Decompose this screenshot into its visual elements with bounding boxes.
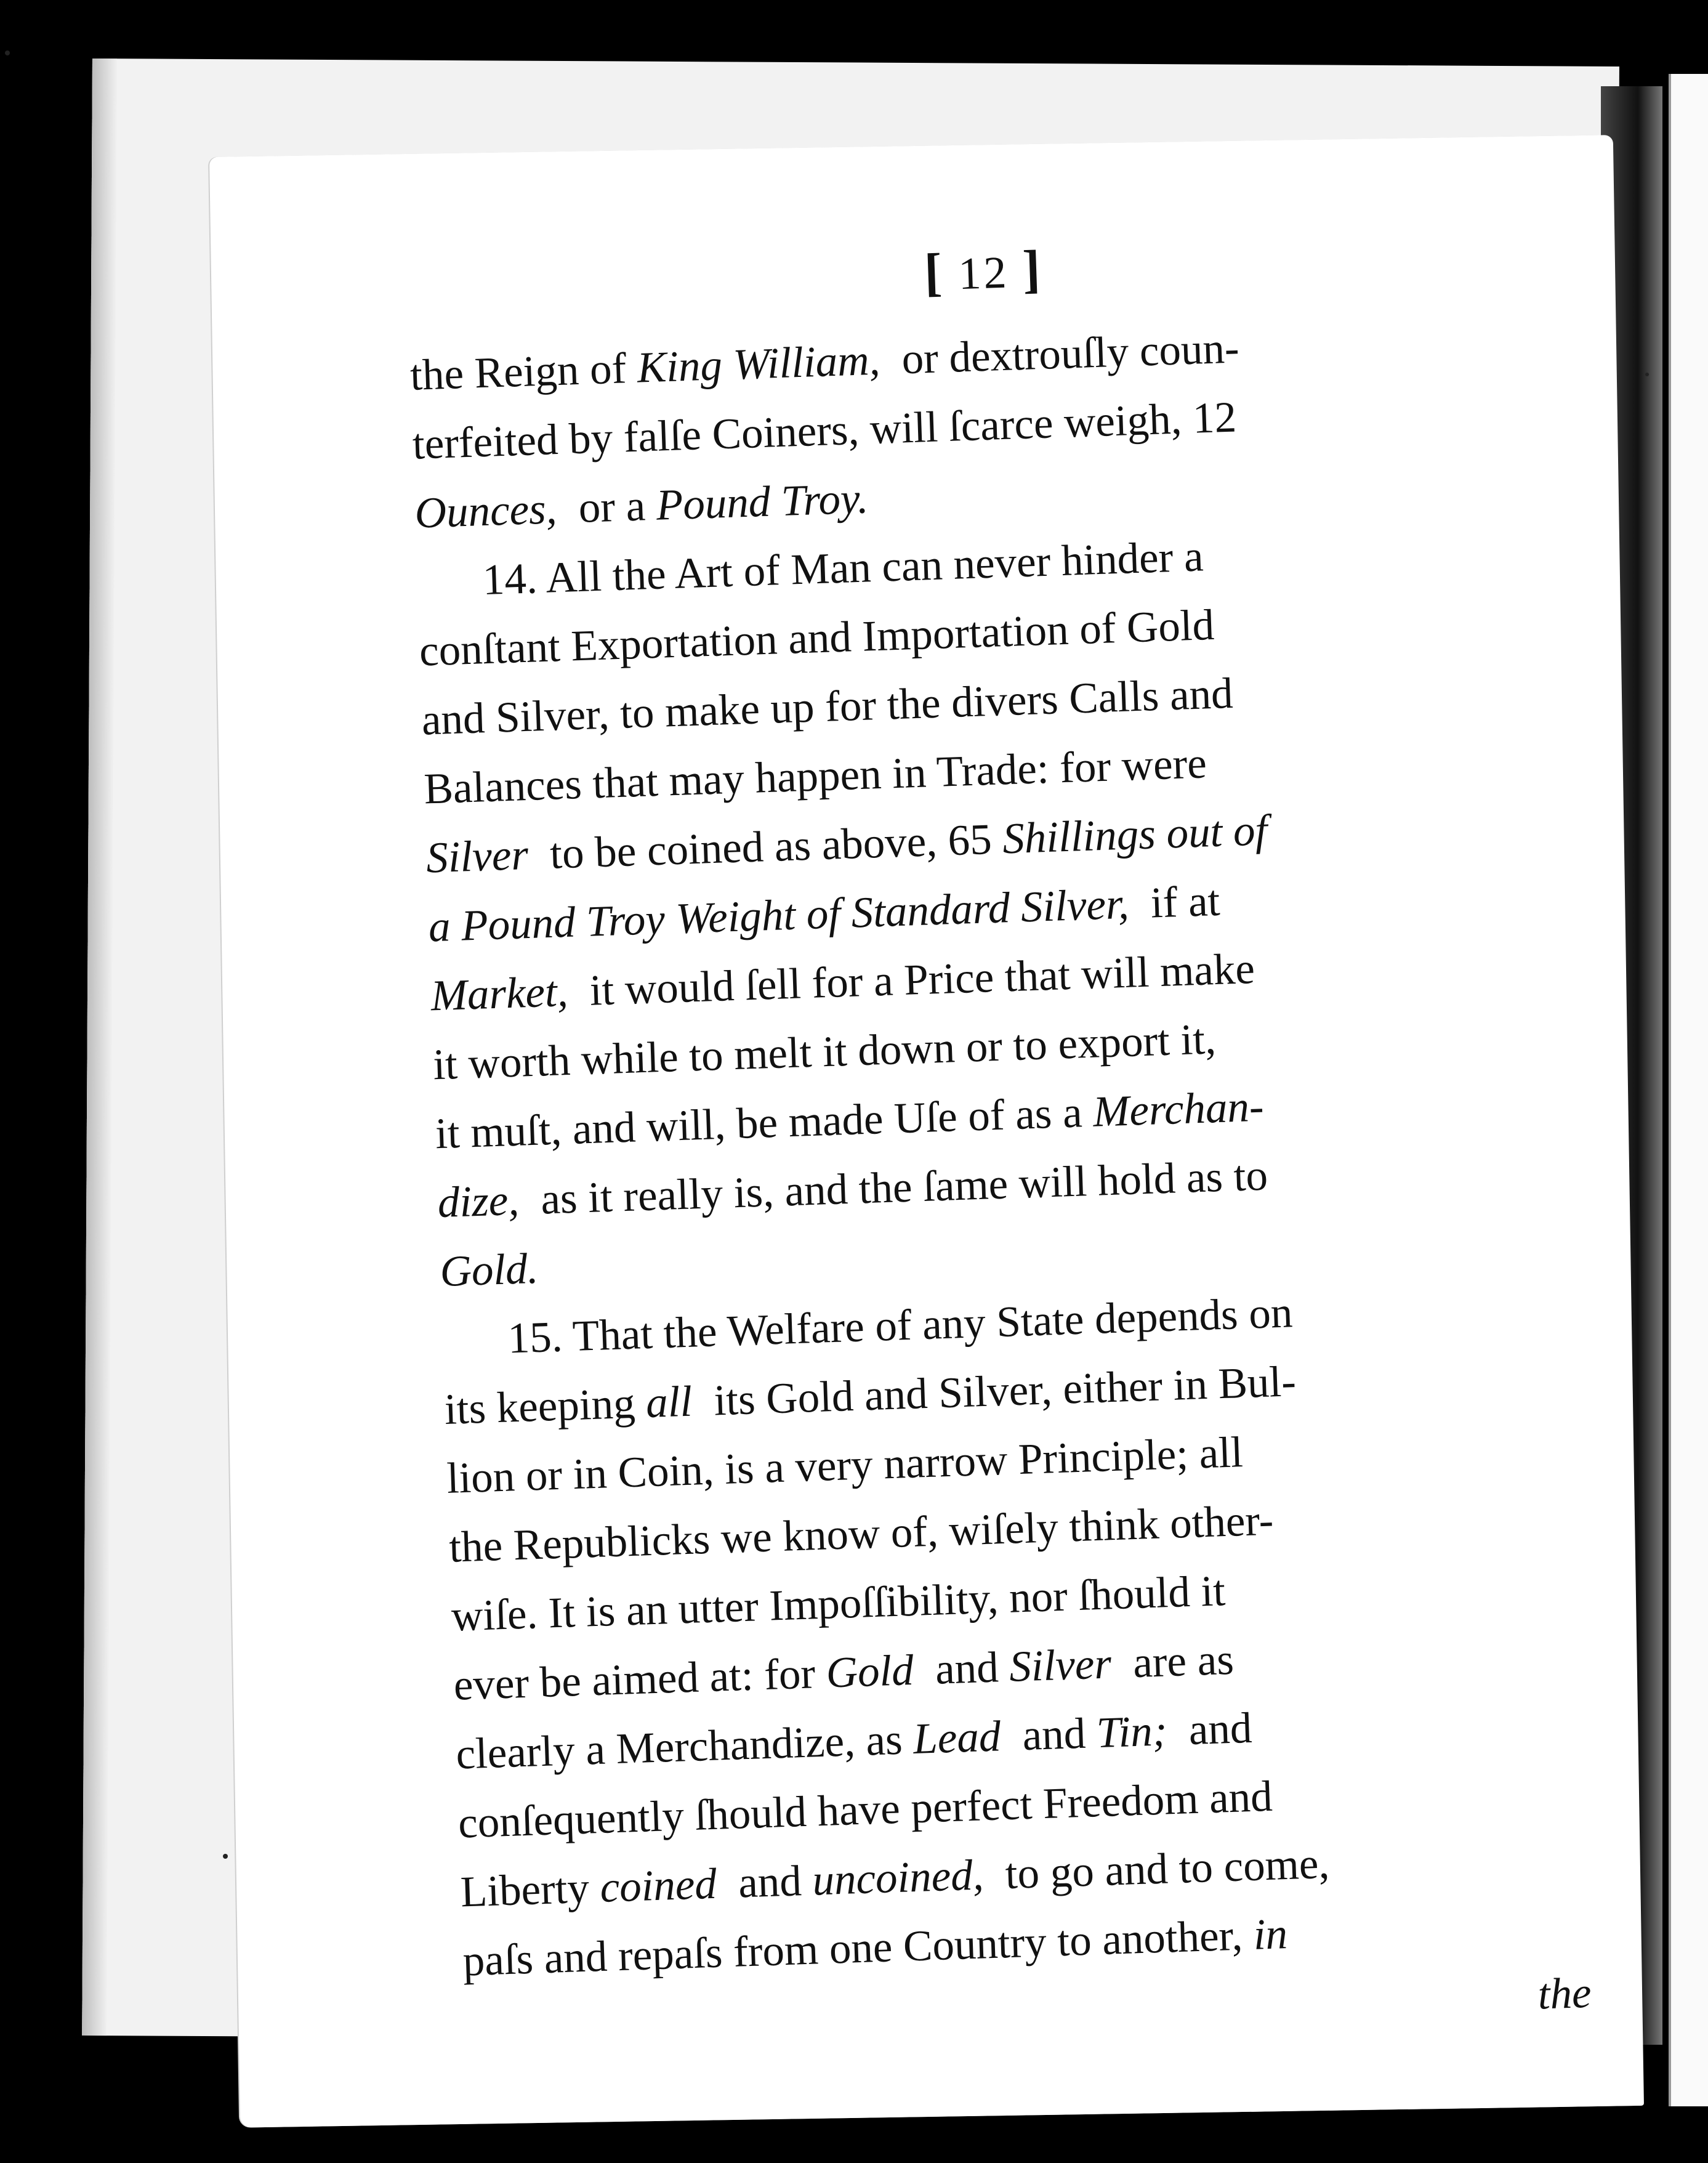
- text-run: Silver: [425, 830, 530, 883]
- text-run: Shillings out of: [1002, 806, 1268, 863]
- adjacent-page-strip: [1669, 74, 1708, 2106]
- text-run: terfeited by falſe Coiners, will ſcarce weigh, 12: [411, 393, 1238, 469]
- text-run: and: [912, 1643, 1010, 1694]
- speck: [1645, 373, 1649, 376]
- text-run: or a: [555, 481, 658, 533]
- text-run: King William,: [636, 336, 881, 392]
- text-run: as it really is, and the ſame will hold as to: [518, 1151, 1269, 1224]
- text-run: it muſt, and will, be made Uſe of as a: [434, 1088, 1094, 1158]
- text-run: 14. All the Art of Man can never hinder a: [416, 532, 1204, 607]
- text-run: ever be aimed at: for: [453, 1649, 827, 1710]
- text-run: wiſe. It is an utter Impoſſibility, nor ſhould it: [450, 1567, 1227, 1641]
- text-run: all: [645, 1377, 693, 1428]
- text-run: are as: [1110, 1635, 1235, 1688]
- text-run: paſs and repaſs from one Country to another,: [462, 1910, 1254, 1986]
- text-run: Market,: [430, 967, 569, 1021]
- text-run: Balances that may happen in Trade: for were: [423, 739, 1207, 814]
- text-run: uncoined,: [812, 1851, 985, 1905]
- text-run: the Reign of: [409, 344, 638, 400]
- text-run: it would ſell for a Price that will make: [567, 944, 1256, 1016]
- text-run: conſtant Exportation and Importation of Gold: [418, 600, 1215, 676]
- speck: [223, 1854, 228, 1859]
- text-run: Gold: [825, 1646, 914, 1697]
- text-run: its keeping: [443, 1379, 647, 1434]
- text-run: or dextrouſly coun-: [879, 324, 1240, 384]
- text-run: Liberty: [459, 1864, 601, 1917]
- text-run: to be coined as above, 65: [527, 815, 1004, 879]
- text-run: the Republicks we know of, wiſely think other-: [448, 1496, 1275, 1572]
- text-run: Gold.: [439, 1244, 539, 1296]
- speck: [5, 51, 10, 55]
- text-run: its Gold and Silver, either in Bul-: [691, 1357, 1297, 1426]
- text-run: clearly a Merchandize, as: [455, 1715, 914, 1779]
- text-run: conſequently ſhould have perfect Freedom and: [457, 1772, 1273, 1848]
- text-run: Ounces,: [414, 485, 558, 538]
- page-number: 12: [957, 247, 1010, 300]
- catchword: the: [1537, 1968, 1592, 2019]
- text-run: and Silver, to make up for the divers Calls and: [421, 669, 1234, 745]
- text-run: and: [715, 1856, 813, 1908]
- text-run: Merchan-: [1092, 1082, 1265, 1136]
- text-run: to go and to come,: [983, 1839, 1331, 1899]
- text-run: dize,: [437, 1176, 520, 1227]
- text-run: coined: [599, 1859, 718, 1912]
- text-run: 15. That the Welfare of any State depends on: [441, 1288, 1294, 1365]
- page-header: [ 12 ]: [923, 238, 1044, 302]
- text-run: Lead: [912, 1712, 1002, 1764]
- text-run: it worth while to melt it down or to export it,: [432, 1015, 1217, 1090]
- text-run: in: [1252, 1910, 1289, 1959]
- text-run: Pound Troy.: [655, 474, 869, 530]
- text-run: and: [1166, 1704, 1253, 1755]
- text-run: Silver: [1009, 1639, 1113, 1691]
- text-run: a Pound Troy Weight of Standard Silver,: [427, 879, 1130, 952]
- text-line: [439, 1244, 539, 1297]
- text-run: if at: [1128, 876, 1221, 928]
- text-run: and: [999, 1709, 1098, 1761]
- text-run: Tin;: [1095, 1707, 1168, 1758]
- text-run: lion or in Coin, is a very narrow Principle; all: [446, 1428, 1244, 1503]
